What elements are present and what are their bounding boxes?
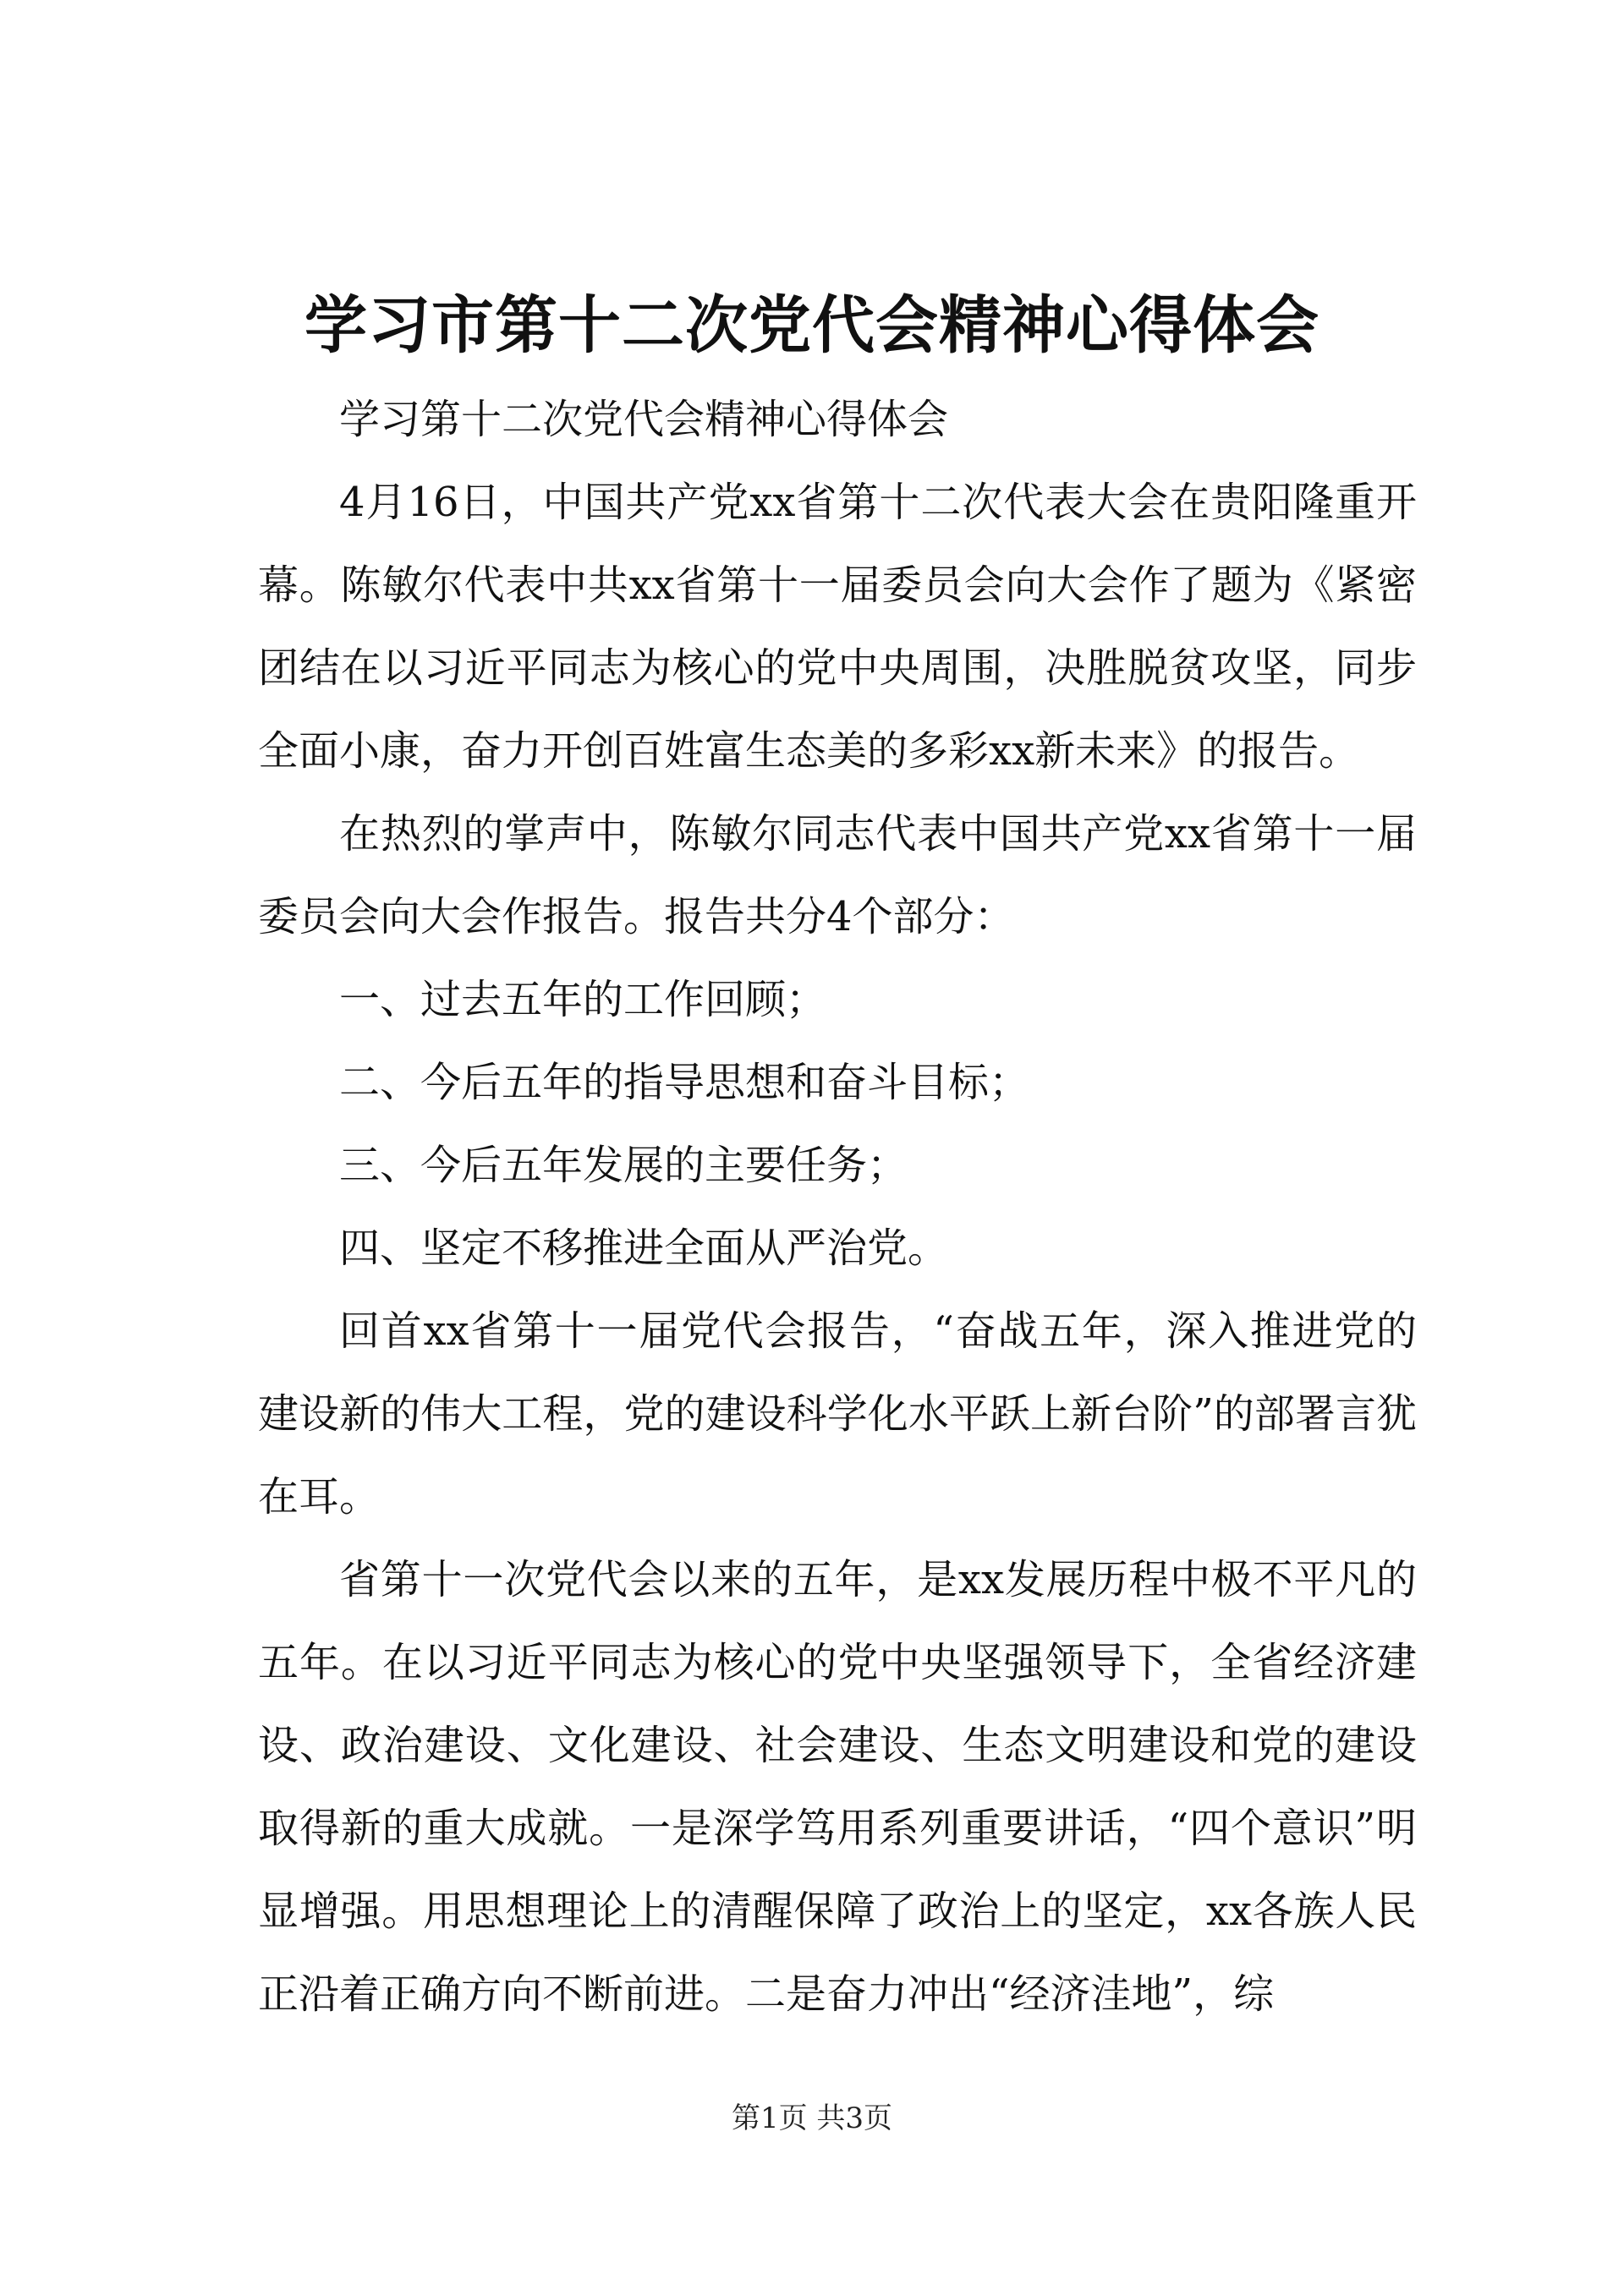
paragraph-achievements: 省第十一次党代会以来的五年，是xx发展历程中极不平凡的五年。在以习近平同志为核心的党中央坚强领导下，全省经济建设、政治建设、文化建设、社会建设、生态文明建设和党的建设取得新的重大成就。一是深学笃用系列重要讲话，“四个意识”明显增强。用思想理论上的清醒保障了政治上的坚定，xx各族人民正沿着正确方向不断前进。二是奋力冲出“经济洼地”，综 [258, 1556, 1417, 2018]
page-footer: 第1页 共3页 [731, 2101, 893, 2135]
list-item-part-4: 四、坚定不移推进全面从严治党。 [339, 1225, 949, 1272]
document-title: 学习市第十二次党代会精神心得体会 [304, 289, 1320, 362]
list-item-part-3: 三、今后五年发展的主要任务； [339, 1142, 908, 1189]
paragraph-subtitle: 学习第十二次党代会精神心得体会 [339, 396, 949, 443]
list-item-part-2: 二、今后五年的指导思想和奋斗目标； [339, 1059, 1030, 1106]
paragraph-review: 回首xx省第十一届党代会报告，“奋战五年，深入推进党的建设新的伟大工程，党的建设科学化水平跃上新台阶”的部署言犹在耳。 [258, 1307, 1417, 1521]
document-body [258, 378, 1417, 2036]
list-item-part-1: 一、过去五年的工作回顾； [339, 976, 827, 1023]
paragraph-opening: 4月16日，中国共产党xx省第十二次代表大会在贵阳隆重开幕。陈敏尔代表中共xx省第十一届委员会向大会作了题为《紧密团结在以习近平同志为核心的党中央周围，决胜脱贫攻坚，同步全面小康，奋力开创百姓富生态美的多彩xx新未来》的报告。 [258, 479, 1417, 775]
paragraph-report-intro: 在热烈的掌声中，陈敏尔同志代表中国共产党xx省第十一届委员会向大会作报告。报告共分4个部分： [258, 810, 1417, 940]
